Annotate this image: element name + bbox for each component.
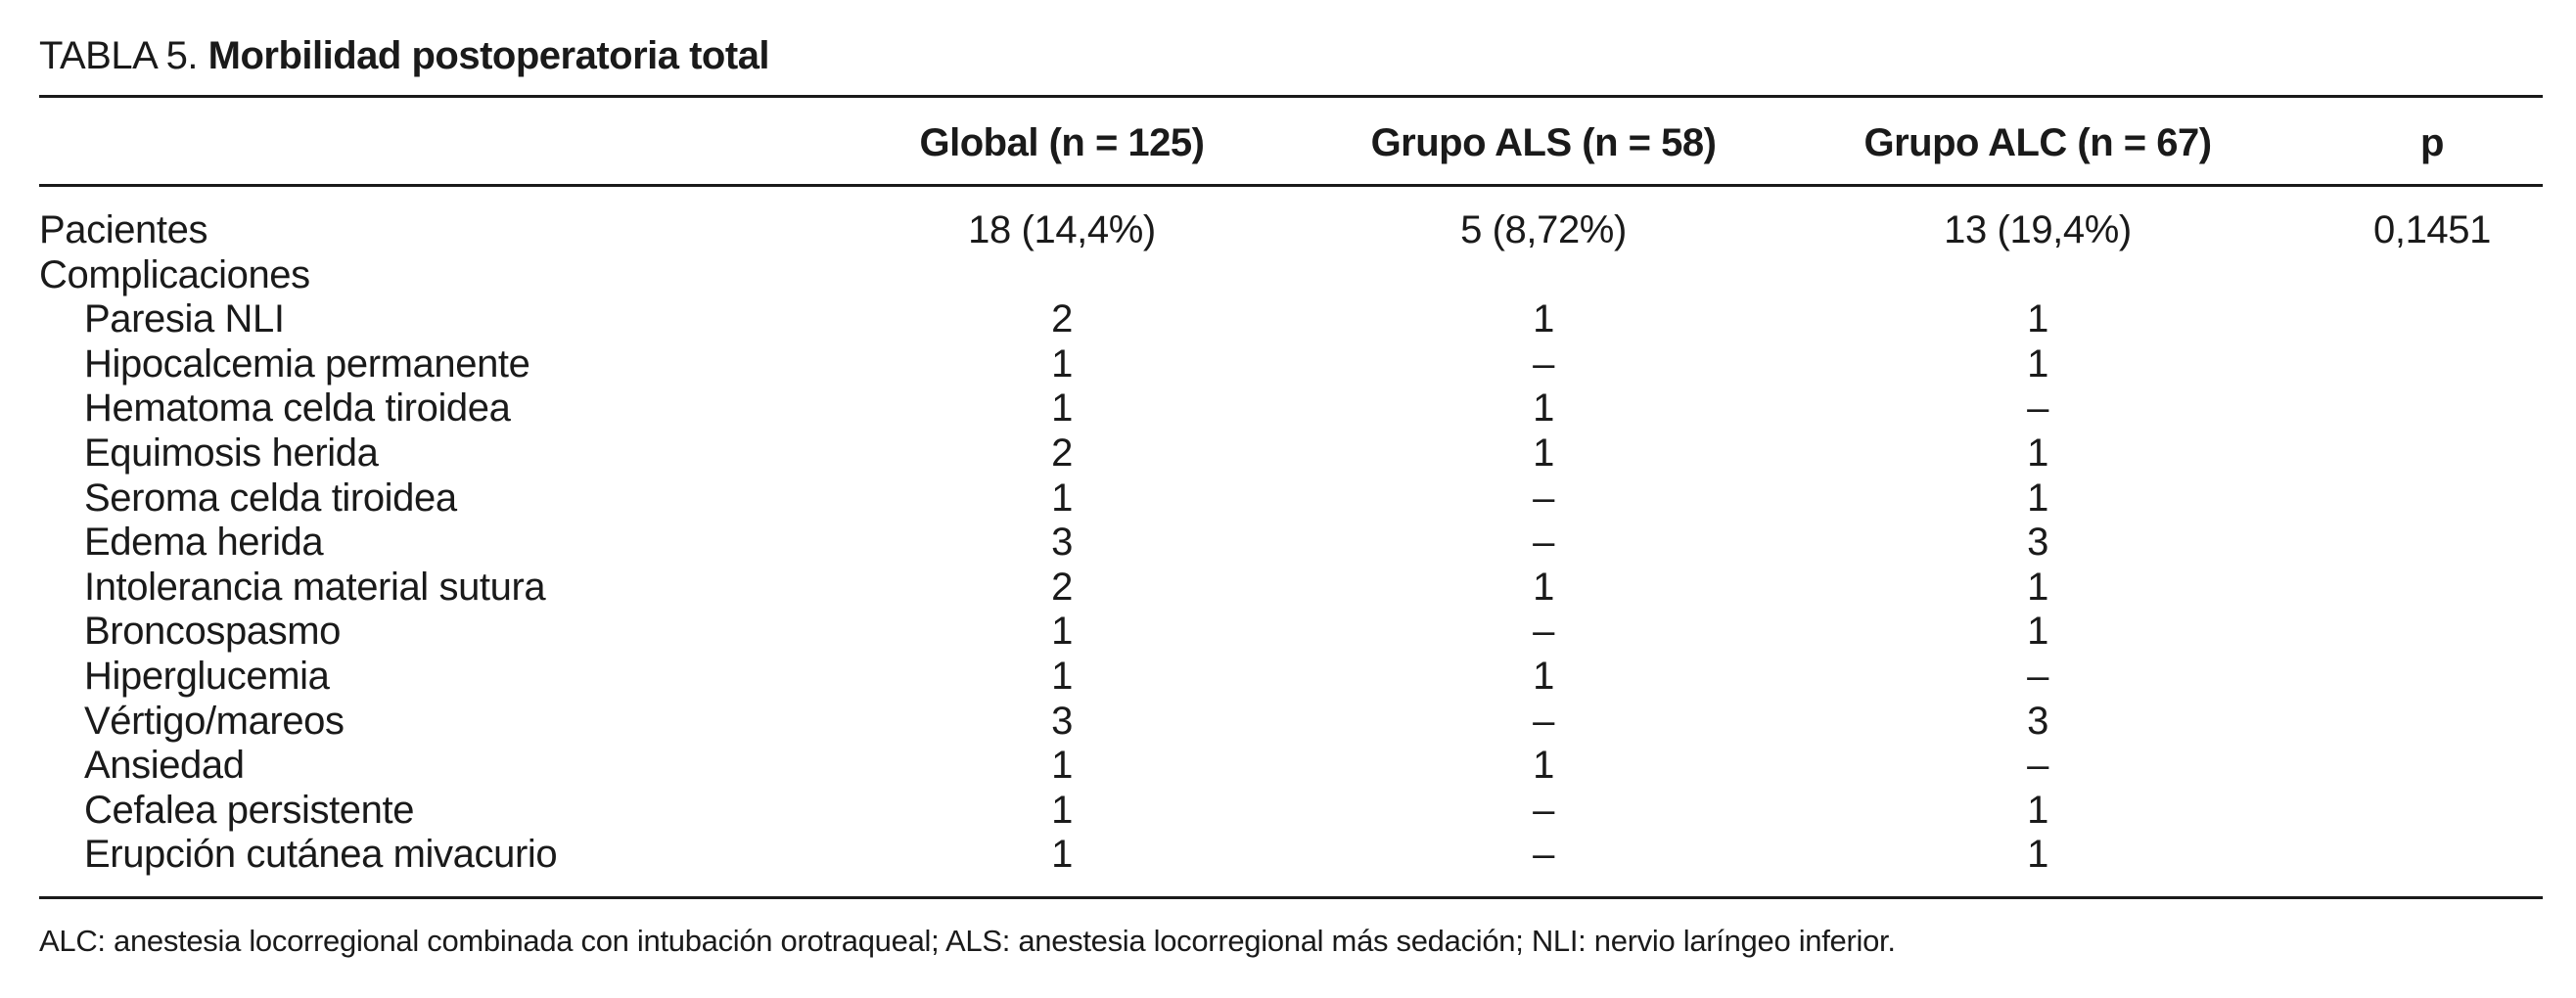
table-row [39,655,2543,700]
table-row [39,833,2543,878]
table-row [39,610,2543,655]
cell-global: 3 [1051,521,1073,565]
row-label: Cefalea persistente [84,788,415,832]
table-page [39,0,2543,998]
cell-group-als: – [1533,610,1554,654]
header-group-alc: Grupo ALC (n = 67) [1863,121,2212,164]
table-row [39,744,2543,789]
cell-global: 2 [1051,431,1073,475]
cell-global: 18 (14,4%) [968,208,1156,251]
row-label: Seroma celda tiroidea [84,476,457,520]
cell-group-alc: – [2027,744,2048,788]
row-label: Vértigo/mareos [84,699,345,743]
cell-group-alc: 13 (19,4%) [1944,208,2132,251]
table-row [39,297,2543,342]
row-label: Equimosis herida [84,431,379,475]
cell-group-als: 1 [1533,297,1554,341]
cell-group-als: 1 [1533,431,1554,475]
cell-global: 1 [1051,744,1073,788]
cell-group-alc: 1 [2027,341,2048,386]
header-global: Global (n = 125) [919,121,1205,164]
cell-group-alc: 1 [2027,565,2048,609]
header-rule [39,184,2543,187]
table-number: TABLA 5. [39,34,199,77]
table-row [39,566,2543,611]
row-label: Broncospasmo [84,610,341,654]
row-label: Hematoma celda tiroidea [84,386,511,431]
cell-p-value: 0,1451 [2373,208,2491,251]
row-label: Pacientes [39,208,208,251]
row-label: Erupción cutánea mivacurio [84,833,558,877]
cell-global: 2 [1051,565,1073,609]
cell-group-als: 1 [1533,654,1554,698]
cell-group-alc: 1 [2027,788,2048,832]
table-row [39,700,2543,745]
table-row [39,253,2543,298]
row-label: Hiperglucemia [84,654,330,698]
table-row [39,789,2543,834]
table-row [39,208,2543,253]
cell-global: 1 [1051,788,1073,832]
table-caption [39,29,769,82]
cell-group-als: – [1533,699,1554,743]
cell-group-alc: – [2027,654,2048,698]
cell-global: 1 [1051,476,1073,520]
cell-global: 1 [1051,341,1073,386]
row-label: Ansiedad [84,744,245,788]
cell-global: 1 [1051,654,1073,698]
row-label: Intolerancia material sutura [84,565,546,609]
table-footnote: ALC: anestesia locorregional combinada con intubación orotraqueal; ALS: anestesia locorregional más sedación; NLI: nervio laríngeo inferior. [39,924,1896,958]
cell-group-alc: 3 [2027,521,2048,565]
header-group-als: Grupo ALS (n = 58) [1370,121,1717,164]
cell-group-alc: 1 [2027,476,2048,520]
cell-group-als: – [1533,521,1554,565]
cell-group-alc: 3 [2027,699,2048,743]
cell-group-alc: 1 [2027,431,2048,475]
table-row [39,476,2543,522]
table-row [39,521,2543,566]
cell-group-als: 1 [1533,744,1554,788]
cell-group-alc: 1 [2027,297,2048,341]
table-title: Morbilidad postoperatoria total [207,34,770,77]
cell-group-als: – [1533,833,1554,877]
cell-global: 1 [1051,610,1073,654]
cell-global: 1 [1051,833,1073,877]
table-header [39,113,2543,172]
cell-global: 1 [1051,386,1073,431]
cell-global: 2 [1051,297,1073,341]
row-label: Complicaciones [39,252,310,296]
top-rule [39,95,2543,98]
table-row [39,386,2543,431]
cell-group-alc: 1 [2027,610,2048,654]
table-body [39,208,2543,878]
cell-group-als: – [1533,788,1554,832]
table-row [39,342,2543,387]
cell-group-als: 1 [1533,386,1554,431]
bottom-rule [39,896,2543,899]
cell-group-als: – [1533,341,1554,386]
row-label: Paresia NLI [84,297,285,341]
cell-group-alc: – [2027,386,2048,431]
cell-group-als: 1 [1533,565,1554,609]
row-label: Hipocalcemia permanente [84,341,530,386]
header-p-value: p [2420,121,2444,164]
cell-group-als: 5 (8,72%) [1460,208,1627,251]
cell-global: 3 [1051,699,1073,743]
table-row [39,431,2543,476]
cell-group-als: – [1533,476,1554,520]
cell-group-alc: 1 [2027,833,2048,877]
row-label: Edema herida [84,521,324,565]
